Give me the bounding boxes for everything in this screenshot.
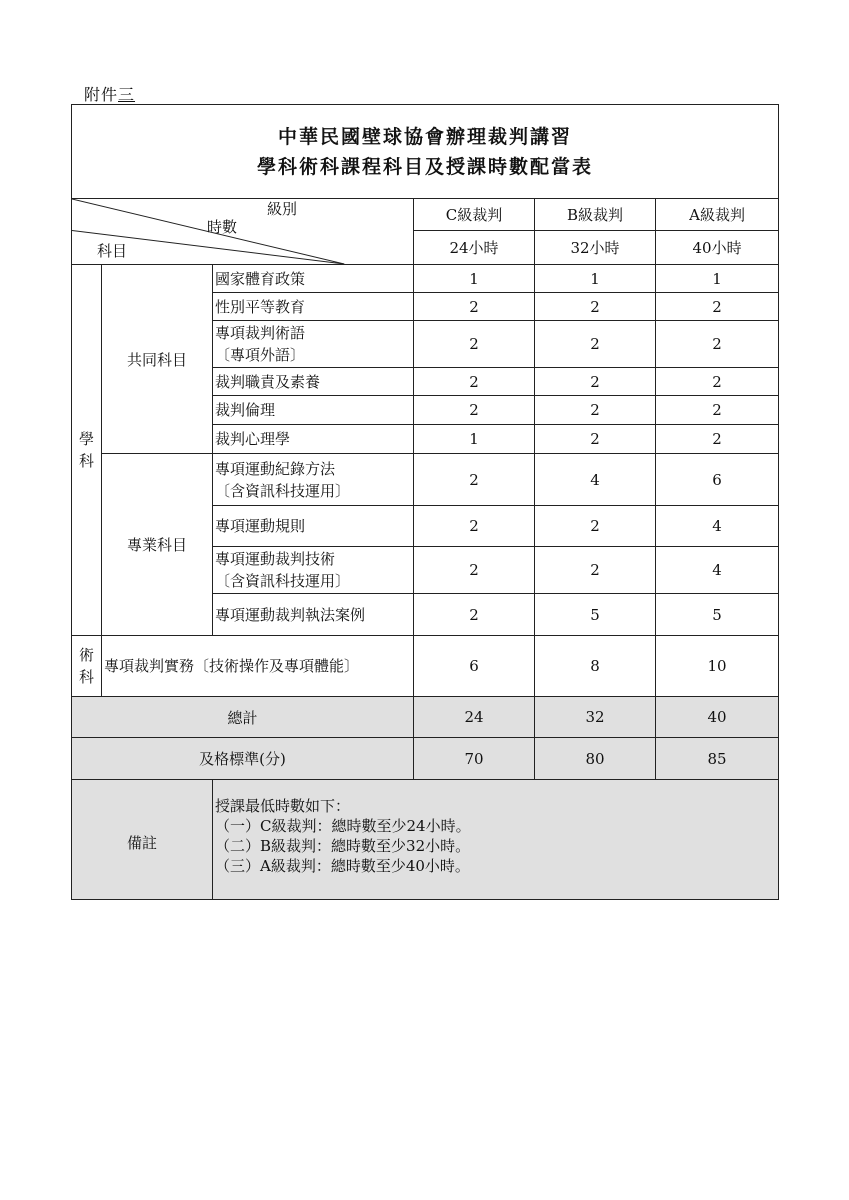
diag-subject-label: 科目 — [97, 242, 128, 260]
c-passing: 70 — [414, 738, 535, 780]
subject-name: 專項運動紀錄方法 — [215, 459, 336, 478]
table-row — [72, 454, 779, 506]
c-hours: 2 — [414, 454, 535, 506]
c-hours: 2 — [414, 547, 535, 594]
table-title — [72, 105, 779, 199]
b-hours: 1 — [535, 265, 656, 293]
diagonal-header-cell — [72, 199, 414, 265]
c-hours: 2 — [414, 506, 535, 547]
subject-name: 裁判心理學 — [213, 425, 414, 454]
b-hours: 4 — [535, 454, 656, 506]
c-total: 24 — [414, 697, 535, 738]
b-total: 32 — [535, 697, 656, 738]
c-hours: 2 — [414, 594, 535, 636]
a-hours: 10 — [656, 636, 779, 697]
level-c-header: C級裁判 — [414, 199, 535, 231]
subject-note: 〔專項外語〕 — [215, 346, 306, 364]
a-hours: 2 — [656, 368, 779, 396]
attachment-prefix: 附件 — [84, 85, 119, 104]
subject-name: 專項裁判術語 — [215, 324, 306, 342]
b-hours: 5 — [535, 594, 656, 636]
a-hours: 2 — [656, 396, 779, 425]
subject-name-cell — [213, 547, 414, 594]
c-hours: 6 — [414, 636, 535, 697]
diag-hours-label: 時數 — [207, 218, 238, 236]
title-line-1: 中華民國壁球協會辦理裁判講習 — [278, 125, 573, 148]
b-passing: 80 — [535, 738, 656, 780]
subject-name-cell — [213, 321, 414, 368]
hours-a-header: 40小時 — [656, 231, 779, 265]
remarks-line: 授課最低時數如下： — [215, 797, 351, 815]
subject-name: 裁判職責及素養 — [213, 368, 414, 396]
c-hours: 2 — [414, 293, 535, 321]
remarks-label: 備註 — [72, 780, 213, 900]
c-hours: 1 — [414, 425, 535, 454]
technical-category — [72, 636, 102, 697]
a-hours: 1 — [656, 265, 779, 293]
subject-name: 專項運動裁判執法案例 — [213, 594, 414, 636]
subject-name-cell — [213, 454, 414, 506]
c-hours: 2 — [414, 396, 535, 425]
academic-category — [72, 265, 102, 636]
remarks-line: （三）A級裁判：總時數至少40小時。 — [215, 857, 470, 875]
academic-label: 學科 — [79, 430, 95, 470]
b-hours: 2 — [535, 506, 656, 547]
b-hours: 2 — [535, 368, 656, 396]
passing-label: 及格標準(分) — [72, 738, 414, 780]
total-label: 總計 — [72, 697, 414, 738]
title-line-2: 學科術科課程科目及授課時數配當表 — [257, 155, 594, 178]
a-passing: 85 — [656, 738, 779, 780]
hours-b-header: 32小時 — [535, 231, 656, 265]
a-hours: 2 — [656, 321, 779, 368]
a-hours: 2 — [656, 425, 779, 454]
passing-row — [72, 738, 779, 780]
table-row — [72, 636, 779, 697]
c-hours: 2 — [414, 321, 535, 368]
b-hours: 2 — [535, 321, 656, 368]
remarks-line: （一）C級裁判：總時數至少24小時。 — [215, 817, 471, 835]
a-hours: 4 — [656, 547, 779, 594]
level-b-header: B級裁判 — [535, 199, 656, 231]
remarks-content — [213, 780, 779, 900]
attachment-number: 三 — [118, 85, 136, 104]
a-hours: 5 — [656, 594, 779, 636]
course-hours-table — [71, 104, 779, 900]
a-total: 40 — [656, 697, 779, 738]
subject-note: 〔含資訊科技運用〕 — [215, 481, 351, 500]
b-hours: 2 — [535, 547, 656, 594]
specialty-subjects-category: 專業科目 — [102, 454, 213, 636]
subject-name: 專項運動裁判技術 — [215, 550, 336, 568]
subject-name: 性別平等教育 — [213, 293, 414, 321]
remarks-line: （二）B級裁判：總時數至少32小時。 — [215, 837, 471, 855]
table-row — [72, 265, 779, 293]
hours-c-header: 24小時 — [414, 231, 535, 265]
subject-name: 裁判倫理 — [213, 396, 414, 425]
subject-name: 專項運動規則 — [213, 506, 414, 547]
total-row — [72, 697, 779, 738]
b-hours: 2 — [535, 293, 656, 321]
a-hours: 6 — [656, 454, 779, 506]
diag-level-label: 級別 — [267, 200, 298, 218]
level-a-header: A級裁判 — [656, 199, 779, 231]
common-subjects-category: 共同科目 — [102, 265, 213, 454]
c-hours: 1 — [414, 265, 535, 293]
b-hours: 2 — [535, 425, 656, 454]
subject-name: 國家體育政策 — [213, 265, 414, 293]
remarks-row — [72, 780, 779, 900]
c-hours: 2 — [414, 368, 535, 396]
a-hours: 2 — [656, 293, 779, 321]
subject-note: 〔含資訊科技運用〕 — [215, 572, 351, 590]
technical-label: 術科 — [79, 646, 95, 686]
technical-subject-name: 專項裁判實務〔技術操作及專項體能〕 — [102, 636, 414, 697]
attachment-label — [84, 82, 135, 105]
a-hours: 4 — [656, 506, 779, 547]
b-hours: 2 — [535, 396, 656, 425]
b-hours: 8 — [535, 636, 656, 697]
